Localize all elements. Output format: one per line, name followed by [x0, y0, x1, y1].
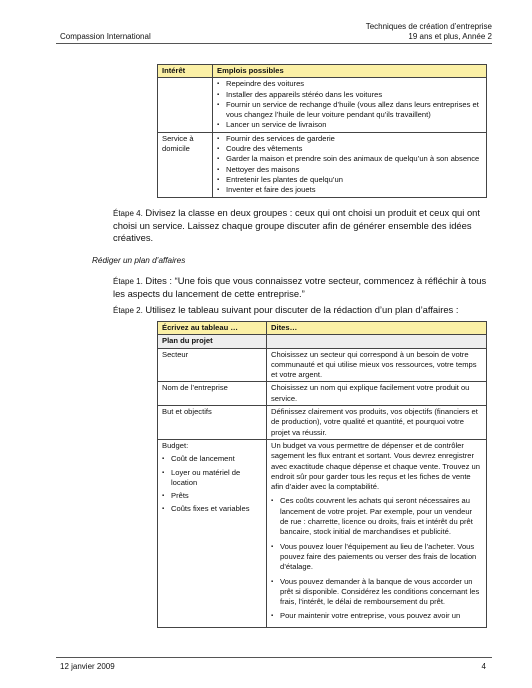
step-4	[113, 207, 491, 244]
table-row-text: Choisissez un secteur qui correspond à un besoin de votre communauté et qui utilise mieux vos ressources, votre temps et votre argent.	[267, 348, 487, 382]
table1-row1-jobs	[213, 78, 487, 132]
header-organization: Compassion International	[60, 32, 151, 41]
budget-cell	[158, 439, 267, 627]
list-item: ▪ Inventer et faire des jouets	[217, 185, 482, 195]
table-row-label: Secteur	[158, 348, 267, 382]
table2-header-write: Écrivez au tableau …	[158, 322, 267, 335]
budget-intro: Un budget va vous permettre de dépenser et de contrôler sagement les flux entrant et sortant. Vous devrez enregistrer avec exactitude chaque dépense et chaque vente. Trouvez un endroit sûr pour garder tous les reçus et les fiches de vente afin d’aider avec la comptabilité.	[271, 440, 480, 492]
header-rule	[56, 43, 492, 44]
list-item: ▪ Entretenir les plantes de quelqu’un	[217, 175, 482, 185]
step-4-text: Divisez la classe en deux groupes : ceux qui ont choisi un produit et ceux qui ont choisi un service. Laissez chaque groupe discuter afin de générer ensemble des idées créatives.	[113, 207, 480, 243]
step-1	[113, 275, 491, 300]
table2-plan-empty	[267, 335, 487, 348]
list-item: ▪ Vous pouvez louer l’équipement au lieu de l’acheter. Vous pouvez faire des paiements ou verser des frais de location d’étalage.	[271, 542, 482, 573]
section-subheading: Rédiger un plan d’affaires	[92, 256, 186, 265]
step-4-label: Étape 4.	[113, 209, 143, 218]
table1-row2-jobs	[213, 132, 487, 197]
list-item: ▪ Installer des appareils stéréo dans les voitures	[217, 90, 482, 100]
table1-header-jobs: Emplois possibles	[213, 65, 487, 78]
table2-header-say: Dites…	[267, 322, 487, 335]
table-row-text: Choisissez un nom qui explique facilement votre produit ou service.	[267, 382, 487, 406]
list-item: ▪ Ces coûts couvrent les achats qui seront nécessaires au lancement de votre projet. Par exemple, pour un vendeur de rue : charrette, licence ou droits, frais et intérêt du prêt bancaire, stock initial de marchandises et publicité.	[271, 496, 482, 537]
business-plan-table	[157, 321, 487, 628]
header-title-line1: Techniques de création d’entreprise	[365, 22, 492, 31]
list-item: ▪ Repeindre des voitures	[217, 79, 482, 89]
step-2-label: Étape 2.	[113, 306, 143, 315]
table-row-text: Définissez clairement vos produits, vos objectifs (financiers et de production), votre qualité et quantité, et pourquoi votre projet va réussir.	[267, 406, 487, 440]
header-title-line2: 19 ans et plus, Année 2	[408, 32, 492, 41]
list-item: ▪ Coût de lancement	[162, 454, 262, 464]
step-1-text: Dites : “Une fois que vous connaissez votre secteur, commencez à réfléchir à tous les aspects du lancement de cette entreprise.”	[113, 275, 487, 299]
list-item: ▪ Prêts	[162, 491, 262, 501]
table2-plan-label: Plan du projet	[158, 335, 267, 348]
list-item: ▪ Nettoyer des maisons	[217, 165, 482, 175]
list-item: ▪ Garder la maison et prendre soin des animaux de quelqu’un à son absence	[217, 154, 482, 164]
list-item: ▪ Vous pouvez demander à la banque de vous accorder un prêt si disponible. Considérez les conditions concernant les frais, l’intérêt, le délai de remboursement du prêt.	[271, 577, 482, 608]
list-item: ▪ Fournir un service de rechange d’huile (vous allez dans leurs entreprises et vous changez l’huile de leur voiture pendant qu’ils travaillent)	[217, 100, 482, 121]
list-item: ▪ Loyer ou matériel de location	[162, 468, 262, 489]
table1-header-interest: Intérêt	[158, 65, 213, 78]
list-item: ▪ Pour maintenir votre entreprise, vous pouvez avoir un	[271, 611, 482, 621]
footer-rule	[56, 657, 492, 658]
budget-description	[267, 439, 487, 627]
step-2-text: Utilisez le tableau suivant pour discuter de la rédaction d’un plan d’affaires :	[145, 304, 459, 315]
step-2	[113, 304, 491, 317]
table-row-label: Nom de l’entreprise	[158, 382, 267, 406]
list-item: ▪ Fournir des services de garderie	[217, 134, 482, 144]
budget-label: Budget:	[162, 440, 189, 450]
page-number: 4	[481, 662, 486, 671]
footer-date: 12 janvier 2009	[60, 662, 115, 671]
list-item: ▪ Coûts fixes et variables	[162, 504, 262, 514]
step-1-label: Étape 1.	[113, 277, 143, 286]
table1-row1-label	[158, 78, 213, 132]
table-row-label: But et objectifs	[158, 406, 267, 440]
list-item: ▪ Lancer un service de livraison	[217, 120, 482, 130]
header-title	[366, 22, 492, 42]
table1-row2-label: Service à domicile	[158, 132, 213, 197]
list-item: ▪ Coudre des vêtements	[217, 144, 482, 154]
interests-jobs-table	[157, 64, 487, 198]
